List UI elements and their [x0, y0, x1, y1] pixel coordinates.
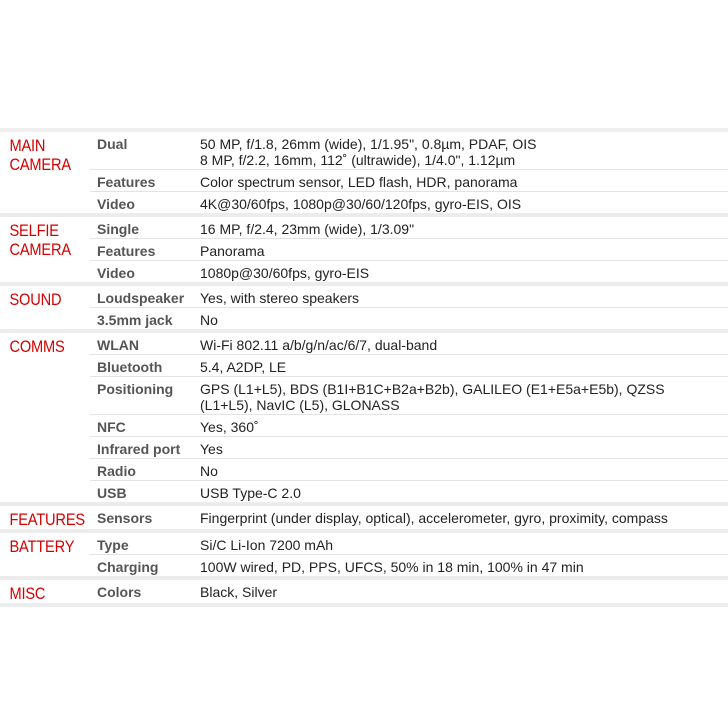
spec-value: Si/C Li-Ion 7200 mAh — [200, 537, 334, 553]
spec-label: Charging — [97, 559, 159, 575]
spec-row — [90, 377, 728, 415]
spec-row — [90, 333, 728, 355]
spec-value: Black, Silver — [200, 584, 278, 600]
spec-row — [90, 580, 728, 601]
spec-section — [0, 132, 728, 217]
spec-label: Features — [97, 174, 156, 190]
spec-label: USB — [97, 485, 127, 501]
section-title: FEATURES — [9, 510, 85, 529]
spec-rows — [90, 580, 728, 603]
section-title: BATTERY — [9, 537, 75, 556]
section-title: SOUND — [9, 290, 62, 309]
spec-row — [90, 459, 728, 481]
spec-row — [90, 415, 728, 437]
spec-row — [90, 217, 728, 239]
spec-value: Wi-Fi 802.11 a/b/g/n/ac/6/7, dual-band — [200, 337, 438, 353]
spec-rows — [90, 286, 728, 329]
spec-value: 5.4, A2DP, LE — [200, 359, 287, 375]
spec-label: Infrared port — [97, 441, 181, 457]
spec-value: Yes — [200, 441, 223, 457]
spec-label: 3.5mm jack — [97, 312, 173, 328]
spec-row — [90, 170, 728, 192]
spec-label: Single — [97, 221, 140, 237]
spec-label: Loudspeaker — [97, 290, 185, 306]
spec-value: Panorama — [200, 243, 265, 259]
spec-row — [90, 481, 728, 502]
spec-row — [90, 192, 728, 213]
spec-label: WLAN — [97, 337, 139, 353]
spec-row — [90, 261, 728, 282]
spec-label: Bluetooth — [97, 359, 163, 375]
spec-label: Positioning — [97, 381, 174, 397]
spec-rows — [90, 217, 728, 282]
spec-value: 100W wired, PD, PPS, UFCS, 50% in 18 min, 100% in 47 min — [200, 559, 584, 575]
spec-value: 50 MP, f/1.8, 26mm (wide), 1/1.95", 0.8µm, PDAF, OIS 8 MP, f/2.2, 16mm, 112˚ (ultrawide), 1/4.0", 1.12µm — [200, 136, 537, 168]
spec-section — [0, 533, 728, 580]
spec-label: Colors — [97, 584, 142, 600]
spec-value: USB Type-C 2.0 — [200, 485, 301, 501]
spec-value: No — [200, 312, 218, 328]
spec-row — [90, 506, 728, 527]
spec-section — [0, 217, 728, 286]
spec-section — [0, 333, 728, 506]
section-title: MAIN CAMERA — [9, 136, 71, 174]
spec-row — [90, 533, 728, 555]
spec-row — [90, 355, 728, 377]
spec-label: Video — [97, 196, 135, 212]
spec-row — [90, 132, 728, 170]
spec-row — [90, 308, 728, 329]
spec-value: GPS (L1+L5), BDS (B1I+B1C+B2a+B2b), GALILEO (E1+E5a+E5b), QZSS (L1+L5), NavIC (L5), GLONASS — [200, 381, 665, 413]
spec-rows — [90, 333, 728, 502]
spec-value: Yes, 360˚ — [200, 419, 259, 435]
spec-row — [90, 286, 728, 308]
spec-value: Fingerprint (under display, optical), accelerometer, gyro, proximity, compass — [200, 510, 668, 526]
spec-row — [90, 437, 728, 459]
spec-label: Video — [97, 265, 135, 281]
spec-label: NFC — [97, 419, 126, 435]
section-title: MISC — [9, 584, 46, 603]
section-title: SELFIE CAMERA — [9, 221, 71, 259]
spec-sheet — [0, 128, 728, 607]
spec-label: Features — [97, 243, 156, 259]
spec-label: Sensors — [97, 510, 153, 526]
spec-row — [90, 239, 728, 261]
spec-label: Dual — [97, 136, 128, 152]
spec-section — [0, 506, 728, 533]
spec-value: 16 MP, f/2.4, 23mm (wide), 1/3.09" — [200, 221, 415, 237]
spec-row — [90, 555, 728, 576]
spec-rows — [90, 533, 728, 576]
spec-value: Yes, with stereo speakers — [200, 290, 360, 306]
spec-label: Radio — [97, 463, 136, 479]
spec-label: Type — [97, 537, 129, 553]
spec-rows — [90, 506, 728, 529]
spec-value: No — [200, 463, 218, 479]
spec-rows — [90, 132, 728, 213]
spec-section — [0, 580, 728, 607]
section-title: COMMS — [9, 337, 65, 356]
spec-value: 4K@30/60fps, 1080p@30/60/120fps, gyro-EIS, OIS — [200, 196, 522, 212]
spec-value: 1080p@30/60fps, gyro-EIS — [200, 265, 370, 281]
spec-value: Color spectrum sensor, LED flash, HDR, panorama — [200, 174, 518, 190]
spec-section — [0, 286, 728, 333]
